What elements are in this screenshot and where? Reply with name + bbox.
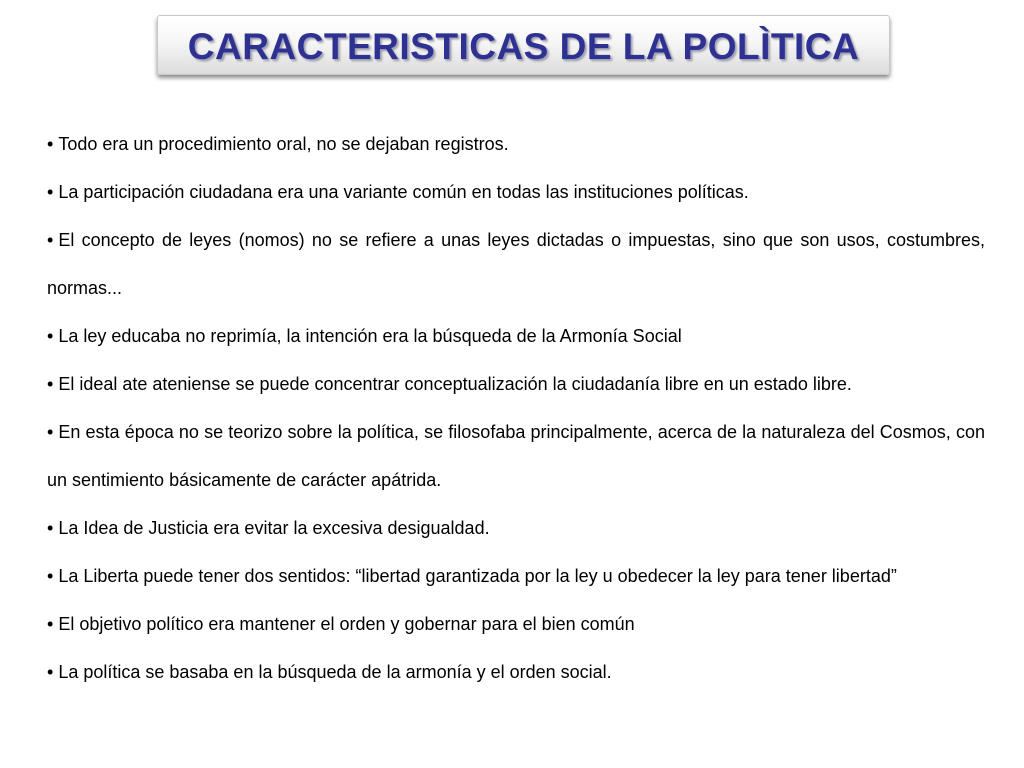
bullet-text: La Liberta puede tener dos sentidos: “libertad garantizada por la ley u obedecer la ley para tener libertad” — [58, 566, 897, 586]
bullet-text: La participación ciudadana era una variante común en todas las instituciones políticas. — [58, 182, 749, 202]
bullet-item — [47, 312, 985, 360]
bullet-text: El ideal ate ateniense se puede concentrar conceptualización la ciudadanía libre en un estado libre. — [58, 374, 852, 394]
bullet-list — [47, 120, 985, 696]
bullet-icon: • — [47, 614, 54, 634]
bullet-text: Todo era un procedimiento oral, no se dejaban registros. — [58, 134, 509, 154]
bullet-icon: • — [47, 134, 54, 154]
bullet-text: La política se basaba en la búsqueda de la armonía y el orden social. — [58, 662, 612, 682]
bullet-icon: • — [47, 326, 54, 346]
bullet-icon: • — [47, 182, 54, 202]
bullet-item — [47, 216, 985, 312]
bullet-item — [47, 408, 985, 504]
bullet-icon: • — [47, 518, 54, 538]
bullet-item — [47, 504, 985, 552]
bullet-item — [47, 168, 985, 216]
bullet-item — [47, 120, 985, 168]
bullet-item — [47, 600, 985, 648]
bullet-icon: • — [47, 662, 54, 682]
title-banner — [157, 15, 890, 75]
bullet-icon: • — [47, 230, 54, 250]
bullet-text: La ley educaba no reprimía, la intención era la búsqueda de la Armonía Social — [58, 326, 682, 346]
bullet-text: La Idea de Justicia era evitar la excesiva desigualdad. — [58, 518, 490, 538]
bullet-item — [47, 552, 985, 600]
bullet-text: El objetivo político era mantener el orden y gobernar para el bien común — [58, 614, 635, 634]
bullet-item — [47, 648, 985, 696]
bullet-item — [47, 360, 985, 408]
bullet-text: El concepto de leyes (nomos) no se refiere a unas leyes dictadas o impuestas, sino que son usos, costumbres, normas... — [47, 230, 985, 298]
bullet-icon: • — [47, 374, 54, 394]
bullet-icon: • — [47, 566, 54, 586]
bullet-text: En esta época no se teorizo sobre la política, se filosofaba principalmente, acerca de la naturaleza del Cosmos, con un sentimiento básicamente de carácter apátrida. — [47, 422, 985, 490]
bullet-icon: • — [47, 422, 54, 442]
slide-title: CARACTERISTICAS DE LA POLÌTICA — [187, 25, 860, 67]
